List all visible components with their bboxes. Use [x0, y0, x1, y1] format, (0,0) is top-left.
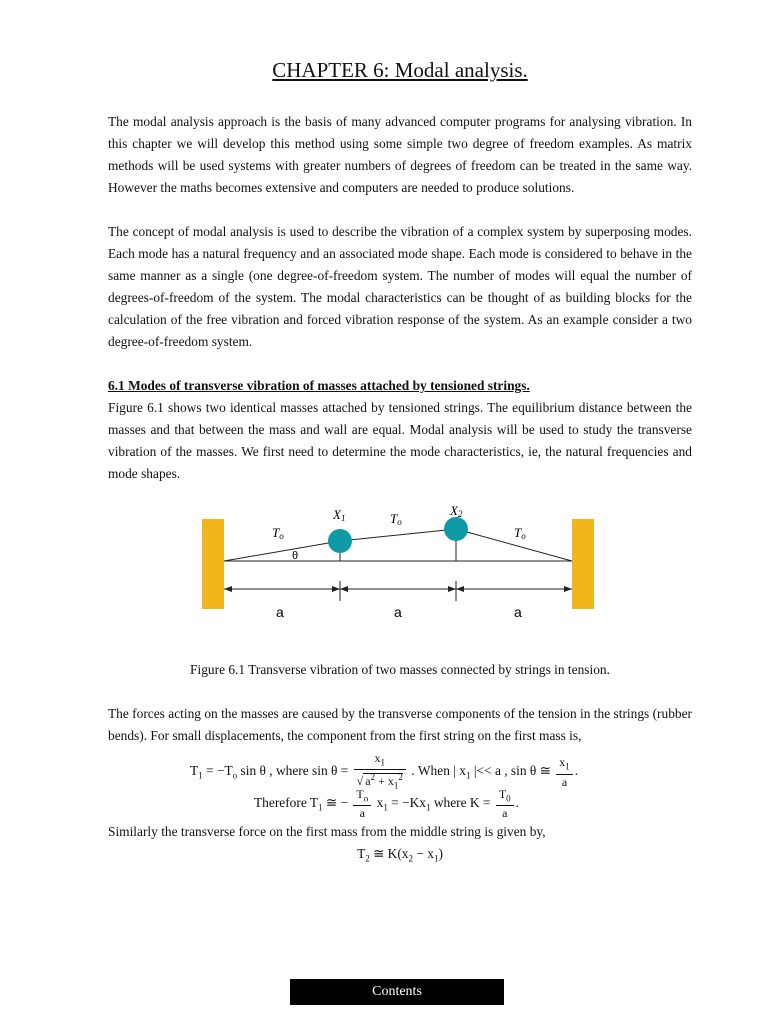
- k-fraction: $\frac{T_0}{a}$: [496, 787, 514, 820]
- section-heading: 6.1 Modes of transverse vibration of masses attached by tensioned strings.: [108, 378, 530, 393]
- right-wall: [572, 519, 594, 609]
- figure-diagram: [108, 503, 692, 651]
- intro-paragraph: The modal analysis approach is the basis of many advanced computer programs for analysing vibration. In this chapter we will develop this method using some simple two degree of freedom examples. As matrix methods will be used systems with greater numbers of degrees of freedom can be treated in the same way. However the maths becomes extensive and computers are needed to produce solutions.: [108, 114, 692, 195]
- dim-arrow-2l: [340, 586, 348, 592]
- dim-arrow-3l: [456, 586, 464, 592]
- section-paragraph: Figure 6.1 shows two identical masses attached by tensioned strings. The equilibrium distance between the masses and that between the mass and wall are equal. Modal analysis will be used to study the transverse vibration of the masses. We first need to determine the mode characteristics, ie, the natural frequencies and mode shapes.: [108, 400, 692, 481]
- forces-paragraph: The forces acting on the masses are caused by the transverse components of the tension in the strings (rubber bends). For small displacements, the component from the first string on the first mass is,: [108, 706, 692, 743]
- tension-label-2: To: [390, 511, 402, 527]
- mass1-label: X1: [333, 507, 346, 523]
- sin-fraction: $\frac{x_1}{√ a^2 + x_1^2}$: [354, 751, 406, 793]
- page-content: [108, 58, 692, 869]
- dim-arrow-1r: [332, 586, 340, 592]
- figure-6-1: [108, 503, 692, 651]
- left-wall: [202, 519, 224, 609]
- equation-1: $T_1 = -T_o$ sin θ , where sin θ = $\frac{x_1}{√ a^2 + x_1^2}$ . When | $x_1$ |<< a , sin θ ≅ $\frac{x_1}{a}$ .: [190, 751, 579, 791]
- angle-label: θ: [292, 550, 299, 562]
- string-2: [340, 529, 456, 541]
- tension-label-3: To: [514, 525, 526, 541]
- equation-3: $T_2$ ≅ $K(x_2 - x_1)$: [357, 846, 443, 864]
- t0-over-a-fraction: $\frac{T_o}{a}$: [353, 787, 371, 820]
- concept-paragraph: The concept of modal analysis is used to describe the vibration of a complex system by superposing modes. Each mode has a natural frequency and an associated mode shape. Each mode is considered to behave in the same manner as a single (one degree-of-freedom system. The number of modes will equal the number of degrees-of-freedom of the system. The modal characteristics can be thought of as building blocks for the calculation of the free vibration and forced vibration response of the system. As an example consider a two degree-of-freedom system.: [108, 224, 692, 349]
- tension-label-1: To: [272, 525, 284, 541]
- similarly-paragraph: Similarly the transverse force on the first mass from the middle string is given by,: [108, 824, 546, 839]
- mass-1: [328, 529, 352, 553]
- span-label-1: a: [276, 604, 284, 620]
- contents-button[interactable]: Contents: [290, 979, 504, 1005]
- approx-fraction: $\frac{x_1}{a}$: [556, 755, 573, 788]
- dim-arrow-2r: [448, 586, 456, 592]
- figure-caption: Figure 6.1 Transverse vibration of two masses connected by strings in tension.: [190, 662, 610, 677]
- mass2-label: X2: [450, 503, 463, 519]
- mass-2: [444, 517, 468, 541]
- dim-arrow-right: [564, 586, 572, 592]
- span-label-3: a: [514, 604, 522, 620]
- span-label-2: a: [394, 604, 402, 620]
- string-1: [224, 541, 340, 561]
- chapter-title: CHAPTER 6: Modal analysis.: [272, 58, 528, 82]
- dim-arrow-left: [224, 586, 232, 592]
- equation-2: Therefore $T_1$ ≅ − $\frac{T_o}{a}$ $x_1 = -Kx_1$ where K = $\frac{T_0}{a}$ .: [254, 787, 520, 821]
